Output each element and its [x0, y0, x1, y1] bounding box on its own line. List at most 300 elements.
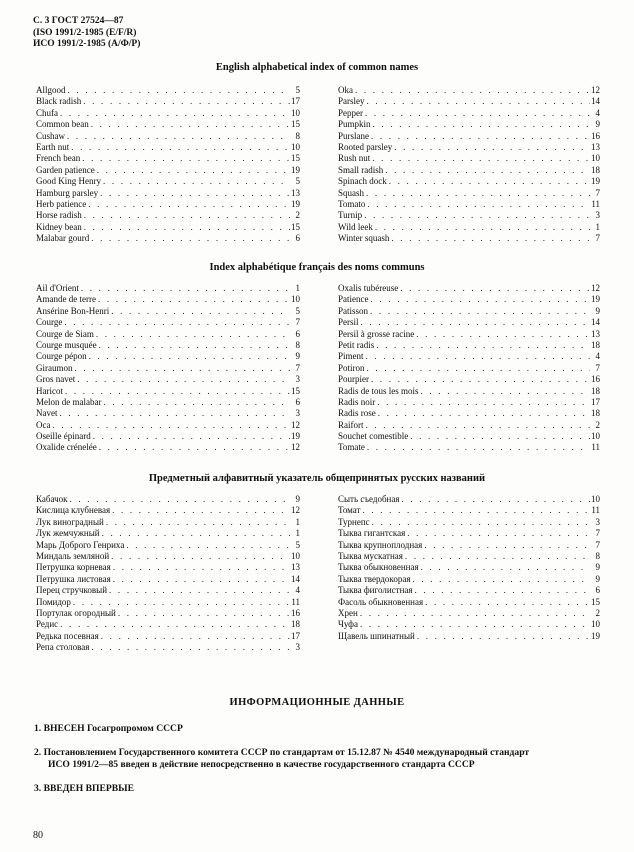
index-entry-page: 17	[591, 396, 600, 407]
index-entry-page: 3	[595, 210, 600, 221]
index-entry	[36, 551, 300, 562]
index-entry	[36, 642, 300, 653]
index-entry-name: Pepper	[338, 107, 363, 118]
index-entry-name: Марь Доброго Генриха	[36, 539, 125, 550]
index-entry-page: 6	[295, 396, 300, 407]
dot-leader	[374, 340, 590, 351]
index-entry-page: 18	[291, 619, 300, 630]
index-entry-page: 5	[295, 305, 300, 316]
index-entry	[36, 176, 300, 187]
index-entry	[338, 306, 600, 317]
index-entry	[36, 153, 300, 164]
index-entry	[36, 631, 300, 642]
dot-leader	[353, 85, 590, 96]
index-entry	[338, 505, 600, 516]
index-entry-page: 15	[291, 385, 300, 396]
dot-leader	[116, 608, 290, 619]
index-entry-page: 2	[295, 210, 300, 221]
index-entry-name: French bean	[36, 153, 81, 164]
dot-leader	[365, 199, 590, 210]
index-entry-page: 5	[295, 176, 300, 187]
english-index-title: English alphabetical index of common names	[215, 62, 419, 73]
dot-leader	[98, 188, 290, 199]
index-entry-page: 18	[591, 164, 600, 175]
index-entry	[338, 374, 600, 385]
index-entry-name: Spinach dock	[338, 176, 387, 187]
index-entry-page: 13	[291, 187, 300, 198]
index-entry	[338, 619, 600, 630]
index-entry-page: 5	[295, 539, 300, 550]
dot-leader	[69, 142, 290, 153]
dot-leader	[87, 351, 290, 362]
russian-index-left-column	[36, 494, 300, 653]
index-entry-page: 18	[591, 385, 600, 396]
index-entry-page: 10	[591, 619, 600, 630]
index-entry-page: 19	[591, 176, 600, 187]
index-entry-name: Parsley	[338, 96, 365, 107]
index-entry	[36, 608, 300, 619]
index-entry-name: Souchet comestible	[338, 431, 409, 442]
index-entry	[338, 119, 600, 130]
index-entry-name: Hamburg parsley	[36, 187, 99, 198]
index-entry-name: Чуфа	[338, 619, 358, 630]
dot-leader	[82, 210, 290, 221]
index-entry-name: Tomate	[338, 442, 365, 453]
index-entry-name: Turnip	[338, 210, 363, 221]
index-entry-name: Allgood	[36, 85, 66, 95]
index-entry	[338, 131, 600, 142]
index-entry-name: Persil	[338, 317, 359, 328]
index-entry-page: 13	[591, 328, 600, 339]
russian-index-title: Предметный алфавитный указатель общепринятых русских названий	[148, 473, 486, 484]
index-entry-page: 4	[295, 585, 300, 596]
index-entry-page: 8	[595, 550, 600, 561]
index-entry-name: Patisson	[338, 305, 369, 316]
index-entry	[36, 585, 300, 596]
index-entry-name: Malabar gourd	[36, 233, 90, 244]
index-entry-name: Ansérine Bon-Henri	[36, 305, 110, 316]
index-entry-name: Ail d'Orient	[36, 283, 79, 293]
index-entry-name: Courge pépon	[36, 351, 87, 362]
index-entry	[338, 386, 600, 397]
index-entry-name: Томат	[338, 505, 361, 516]
index-entry	[338, 574, 600, 585]
index-entry-name: Petit radis	[338, 339, 375, 350]
index-entry-page: 9	[295, 494, 300, 504]
dot-leader	[375, 397, 590, 408]
dot-leader	[86, 199, 290, 210]
index-entry	[338, 631, 600, 642]
index-entry-name: Кабачок	[36, 494, 68, 504]
dot-leader	[107, 585, 290, 596]
index-entry	[338, 85, 600, 96]
index-entry-page: 11	[591, 198, 600, 209]
dot-leader	[75, 374, 290, 385]
index-entry-name: Помидор	[36, 596, 71, 607]
index-entry-page: 8	[295, 130, 300, 141]
index-entry	[338, 176, 600, 187]
dot-leader	[104, 517, 290, 528]
index-entry-name: Миндаль земляной	[36, 550, 110, 561]
index-entry-name: Oka	[338, 85, 353, 95]
index-entry-name: Kidney bean	[36, 221, 82, 232]
index-entry	[36, 317, 300, 328]
index-entry	[338, 222, 600, 233]
index-entry-page: 9	[595, 562, 600, 573]
dot-leader	[419, 562, 590, 573]
index-entry-page: 15	[591, 596, 600, 607]
index-entry	[36, 397, 300, 408]
index-entry	[36, 517, 300, 528]
index-entry	[36, 540, 300, 551]
index-entry	[36, 108, 300, 119]
dot-leader	[364, 351, 590, 362]
info-item-2-line-1: 2. Постановлением Государственного комитета СССР по стандартам от 15.12.87 № 4540 международный стандарт	[34, 747, 530, 758]
dot-leader	[399, 494, 590, 505]
index-entry-name: Тыква фиголистная	[338, 585, 413, 596]
index-entry-name: Earth nut	[36, 141, 70, 152]
index-entry	[338, 294, 600, 305]
index-entry-name: Common bean	[36, 119, 89, 130]
index-entry-page: 9	[595, 119, 600, 130]
index-entry-page: 10	[291, 294, 300, 305]
dot-leader	[96, 294, 290, 305]
dot-leader	[392, 142, 590, 153]
index-entry	[36, 562, 300, 573]
index-entry	[36, 386, 300, 397]
index-entry	[338, 108, 600, 119]
index-entry	[36, 233, 300, 244]
index-entry-name: Перец стручковый	[36, 585, 108, 596]
index-entry-page: 1	[595, 221, 600, 232]
index-entry-name: Тыква крупноплодная	[338, 539, 423, 550]
index-entry	[338, 608, 600, 619]
dot-leader	[398, 283, 590, 294]
index-entry-page: 9	[295, 351, 300, 362]
french-index-left-column	[36, 283, 300, 454]
index-entry-page: 12	[291, 419, 300, 430]
index-entry-page: 16	[591, 130, 600, 141]
dot-leader	[359, 317, 590, 328]
index-entry-name: Тыква гигантская	[338, 528, 406, 539]
index-entry-page: 13	[291, 562, 300, 573]
dot-leader	[362, 210, 590, 221]
dot-leader	[111, 574, 290, 585]
index-entry-name: Pourpier	[338, 374, 369, 385]
index-entry	[338, 329, 600, 340]
dot-leader	[364, 420, 591, 431]
dot-leader	[364, 188, 590, 199]
index-entry-page: 8	[295, 339, 300, 350]
dot-leader	[91, 431, 290, 442]
dot-leader	[369, 374, 590, 385]
index-entry-page: 9	[595, 573, 600, 584]
russian-index-right-column	[338, 494, 600, 642]
index-entry	[36, 329, 300, 340]
dot-leader	[369, 294, 591, 305]
index-entry	[338, 165, 600, 176]
dot-leader	[66, 85, 290, 96]
index-entry-name: Редис	[36, 619, 59, 630]
index-entry	[36, 210, 300, 221]
index-entry-page: 1	[295, 283, 300, 293]
index-entry	[36, 222, 300, 233]
index-entry-page: 14	[291, 573, 300, 584]
index-entry	[36, 420, 300, 431]
dot-leader	[81, 96, 290, 107]
index-entry	[36, 142, 300, 153]
index-entry	[338, 199, 600, 210]
index-entry-name: Pumpkin	[338, 119, 371, 130]
index-entry-name: Giraumon	[36, 362, 73, 373]
index-entry-page: 10	[591, 431, 600, 442]
dot-leader	[403, 551, 590, 562]
dot-leader	[99, 631, 290, 642]
index-entry	[36, 294, 300, 305]
index-entry	[338, 210, 600, 221]
index-entry-page: 2	[595, 607, 600, 618]
index-entry-name: Щавель шпинатный	[338, 630, 415, 641]
dot-leader	[415, 631, 590, 642]
index-entry	[338, 494, 600, 505]
index-entry-page: 18	[591, 339, 600, 350]
index-entry	[36, 119, 300, 130]
index-entry-name: Garden patience	[36, 164, 95, 175]
index-entry-name: Black radish	[36, 96, 82, 107]
index-entry-page: 1	[295, 528, 300, 539]
index-entry	[338, 551, 600, 562]
index-entry-name: Winter squash	[338, 233, 390, 244]
index-entry-name: Турнепс	[338, 516, 370, 527]
index-entry-page: 12	[291, 442, 300, 453]
dot-leader	[370, 153, 590, 164]
index-entry-name: Chufa	[36, 107, 58, 118]
index-entry-name: Фасоль обыкновенная	[338, 596, 424, 607]
index-entry-page: 19	[591, 630, 600, 641]
index-entry-page: 13	[591, 141, 600, 152]
index-entry	[338, 562, 600, 573]
index-entry-name: Репа столовая	[36, 642, 90, 653]
index-entry	[36, 505, 300, 516]
dot-leader	[405, 528, 590, 539]
dot-leader	[368, 306, 590, 317]
index-entry-page: 19	[291, 431, 300, 442]
index-entry	[338, 233, 600, 244]
index-entry-name: Persil à grosse racine	[338, 328, 415, 339]
index-entry-page: 6	[295, 233, 300, 244]
index-entry-name: Тыква обыкновенная	[338, 562, 419, 573]
index-entry	[338, 283, 600, 294]
index-entry-name: Лук виноградный	[36, 516, 104, 527]
dot-leader	[111, 562, 290, 573]
index-entry-name: Radis noir	[338, 396, 376, 407]
index-entry	[338, 188, 600, 199]
dot-leader	[65, 131, 290, 142]
index-entry	[36, 574, 300, 585]
index-entry-page: 15	[291, 153, 300, 164]
index-entry-page: 3	[295, 408, 300, 419]
english-index-left-column	[36, 85, 300, 244]
index-entry-name: Тыква мускатная	[338, 550, 403, 561]
dot-leader	[124, 540, 290, 551]
dot-leader	[422, 540, 590, 551]
index-entry	[338, 528, 600, 539]
index-entry	[338, 317, 600, 328]
index-entry	[338, 442, 600, 453]
index-entry-name: Melon de malabar	[36, 396, 102, 407]
index-entry	[338, 420, 600, 431]
dot-leader	[360, 505, 590, 516]
page-number: 80	[33, 830, 43, 841]
index-entry-page: 4	[595, 351, 600, 362]
index-entry	[36, 494, 300, 505]
index-entry-page: 6	[295, 328, 300, 339]
index-entry-name: Herb patience	[36, 198, 87, 209]
index-entry-name: Small radish	[338, 164, 384, 175]
french-index-right-column	[338, 283, 600, 454]
dot-leader	[100, 528, 290, 539]
dot-leader	[358, 619, 590, 630]
index-entry-page: 3	[295, 374, 300, 385]
dot-leader	[387, 176, 590, 187]
index-entry-page: 10	[291, 107, 300, 118]
index-entry-name: Oxalide crénelée	[36, 442, 97, 453]
dot-leader	[365, 363, 590, 374]
index-entry-page: 11	[591, 505, 600, 516]
index-entry-name: Courge	[36, 317, 63, 328]
dot-leader	[94, 329, 290, 340]
index-entry	[36, 283, 300, 294]
index-entry-name: Rooted parsley	[338, 141, 393, 152]
info-item-3: 3. ВВЕДЕН ВПЕРВЫЕ	[34, 783, 134, 794]
dot-leader	[371, 119, 590, 130]
header-line-1: С. 3 ГОСТ 27524—87	[33, 16, 124, 26]
info-item-2-line-2: ИСО 1991/2—85 введен в действие непосредственно в качестве государственного стандарта СССР	[48, 759, 475, 770]
dot-leader	[63, 386, 290, 397]
dot-leader	[89, 233, 290, 244]
index-entry	[36, 131, 300, 142]
index-entry	[36, 528, 300, 539]
index-entry	[36, 340, 300, 351]
index-entry-name: Navet	[36, 408, 58, 419]
dot-leader	[365, 442, 590, 453]
index-entry-page: 17	[291, 96, 300, 107]
info-title: ИНФОРМАЦИОННЫЕ ДАННЫЕ	[229, 697, 405, 708]
index-entry-name: Purslane	[338, 130, 369, 141]
index-entry	[36, 96, 300, 107]
dot-leader	[414, 329, 590, 340]
index-entry-name: Gros navet	[36, 374, 76, 385]
dot-leader	[413, 585, 590, 596]
dot-leader	[370, 517, 590, 528]
index-entry-name: Radis de tous les mois	[338, 385, 419, 396]
index-entry-name: Piment	[338, 351, 364, 362]
index-entry-page: 19	[591, 294, 600, 305]
index-entry	[338, 340, 600, 351]
index-entry	[36, 363, 300, 374]
index-entry	[36, 85, 300, 96]
index-entry	[338, 96, 600, 107]
index-entry-name: Squash	[338, 187, 365, 198]
index-entry-page: 18	[591, 408, 600, 419]
dot-leader	[109, 306, 290, 317]
index-entry-name: Кислица клубневая	[36, 505, 111, 516]
index-entry	[36, 408, 300, 419]
page-header	[33, 16, 140, 51]
index-entry-page: 12	[591, 283, 600, 293]
index-entry-name: Oxalis tubéreuse	[338, 283, 399, 293]
index-entry-page: 10	[291, 550, 300, 561]
french-index-title: Index alphabétique français des noms communs	[209, 262, 425, 273]
index-entry-page: 7	[595, 233, 600, 244]
index-entry	[338, 540, 600, 551]
index-entry	[338, 517, 600, 528]
index-entry	[36, 431, 300, 442]
index-entry-page: 9	[595, 305, 600, 316]
index-entry-page: 14	[591, 96, 600, 107]
index-entry-name: Wild leek	[338, 221, 373, 232]
index-entry	[338, 363, 600, 374]
index-entry-name: Петрушка корневая	[36, 562, 111, 573]
index-entry-name: Oca	[36, 419, 51, 430]
index-entry-name: Patience	[338, 294, 369, 305]
dot-leader	[97, 442, 290, 453]
dot-leader	[110, 505, 290, 516]
dot-leader	[101, 397, 290, 408]
dot-leader	[408, 431, 590, 442]
index-entry-page: 15	[291, 221, 300, 232]
index-entry-name: Courge de Siam	[36, 328, 94, 339]
index-entry	[36, 165, 300, 176]
index-entry-page: 7	[595, 528, 600, 539]
index-entry-page: 7	[295, 362, 300, 373]
index-entry	[36, 374, 300, 385]
index-entry-page: 17	[291, 630, 300, 641]
dot-leader	[80, 153, 290, 164]
dot-leader	[423, 597, 590, 608]
index-entry-name: Oseille épinard	[36, 431, 91, 442]
header-line-2: (ISO 1991/2-1985 (E/F/R)	[33, 27, 137, 38]
header-line-3: ИСО 1991/2-1985 (А/Ф/Р)	[33, 39, 141, 49]
index-entry-page: 6	[595, 585, 600, 596]
index-entry-page: 19	[291, 198, 300, 209]
index-entry-page: 5	[295, 85, 300, 95]
index-entry-page: 3	[595, 516, 600, 527]
index-entry-name: Horse radish	[36, 210, 82, 221]
dot-leader	[73, 363, 291, 374]
index-entry	[338, 597, 600, 608]
dot-leader	[419, 386, 591, 397]
dot-leader	[376, 408, 590, 419]
index-entry	[338, 397, 600, 408]
dot-leader	[95, 165, 290, 176]
dot-leader	[369, 131, 590, 142]
index-entry	[338, 142, 600, 153]
index-entry-page: 12	[291, 505, 300, 516]
index-entry-page: 19	[291, 164, 300, 175]
dot-leader	[365, 96, 591, 107]
index-entry-name: Courge musquée	[36, 339, 97, 350]
info-item-1: 1. ВНЕСЕН Госагропромом СССР	[34, 723, 183, 734]
index-entry	[338, 408, 600, 419]
index-entry-name: Тыква твердокорая	[338, 573, 411, 584]
index-entry-page: 7	[595, 362, 600, 373]
index-entry-name: Редька посевная	[36, 630, 99, 641]
index-entry-name: Raifort	[338, 419, 364, 430]
index-entry-page: 10	[291, 141, 300, 152]
index-entry	[36, 442, 300, 453]
index-entry-name: Radis rose	[338, 408, 376, 419]
